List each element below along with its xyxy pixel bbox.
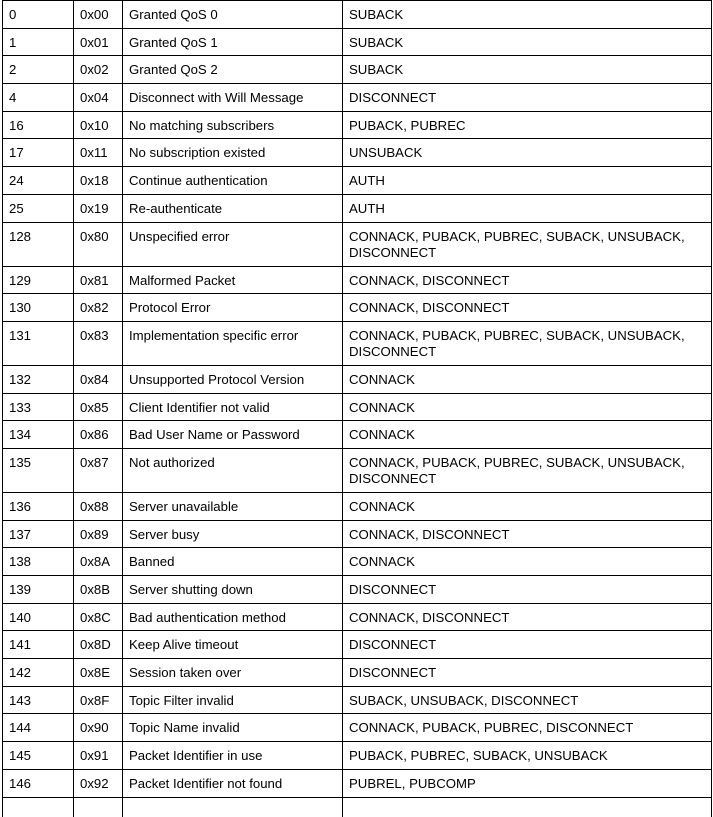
reason-name-cell: Banned bbox=[123, 548, 343, 576]
decimal-value-cell: 146 bbox=[3, 769, 74, 797]
reason-name-cell: Not authorized bbox=[123, 448, 343, 492]
packets-cell: PUBACK, PUBREC, SUBACK, UNSUBACK bbox=[343, 742, 712, 770]
decimal-value-cell: 132 bbox=[3, 365, 74, 393]
hex-value-cell: 0x04 bbox=[74, 84, 123, 112]
hex-value-cell: 0x87 bbox=[74, 448, 123, 492]
table-row bbox=[3, 294, 712, 322]
packets-cell: AUTH bbox=[343, 167, 712, 195]
packets-cell: DISCONNECT bbox=[343, 659, 712, 687]
hex-value-cell: 0x11 bbox=[74, 139, 123, 167]
packets-cell: AUTH bbox=[343, 194, 712, 222]
decimal-value-cell: 133 bbox=[3, 393, 74, 421]
decimal-value-cell: 4 bbox=[3, 84, 74, 112]
table-row bbox=[3, 714, 712, 742]
reason-name-cell: No matching subscribers bbox=[123, 111, 343, 139]
decimal-value-cell: 2 bbox=[3, 56, 74, 84]
packets-cell: CONNACK, DISCONNECT bbox=[343, 603, 712, 631]
packets-cell: CONNACK, PUBACK, PUBREC, SUBACK, UNSUBACK, DISCONNECT bbox=[343, 222, 712, 266]
table-row bbox=[3, 194, 712, 222]
decimal-value-cell: 143 bbox=[3, 686, 74, 714]
decimal-value-cell: 145 bbox=[3, 742, 74, 770]
empty-cell bbox=[343, 797, 712, 817]
hex-value-cell: 0x91 bbox=[74, 742, 123, 770]
packets-cell: CONNACK bbox=[343, 365, 712, 393]
reason-name-cell: Topic Name invalid bbox=[123, 714, 343, 742]
reason-name-cell: Server shutting down bbox=[123, 576, 343, 604]
table-row bbox=[3, 631, 712, 659]
packets-cell: SUBACK bbox=[343, 1, 712, 29]
decimal-value-cell: 128 bbox=[3, 222, 74, 266]
table-row bbox=[3, 421, 712, 449]
reason-name-cell: Bad authentication method bbox=[123, 603, 343, 631]
packets-cell: CONNACK bbox=[343, 548, 712, 576]
decimal-value-cell: 129 bbox=[3, 266, 74, 294]
table-row bbox=[3, 321, 712, 365]
packets-cell: CONNACK, PUBACK, PUBREC, DISCONNECT bbox=[343, 714, 712, 742]
table-row bbox=[3, 520, 712, 548]
hex-value-cell: 0x81 bbox=[74, 266, 123, 294]
packets-cell: SUBACK bbox=[343, 28, 712, 56]
hex-value-cell: 0x90 bbox=[74, 714, 123, 742]
packets-cell: DISCONNECT bbox=[343, 576, 712, 604]
table-row bbox=[3, 548, 712, 576]
packets-cell: UNSUBACK bbox=[343, 139, 712, 167]
hex-value-cell: 0x8D bbox=[74, 631, 123, 659]
reason-name-cell: Granted QoS 2 bbox=[123, 56, 343, 84]
reason-name-cell: Packet Identifier in use bbox=[123, 742, 343, 770]
reason-name-cell: No subscription existed bbox=[123, 139, 343, 167]
packets-cell: SUBACK, UNSUBACK, DISCONNECT bbox=[343, 686, 712, 714]
packets-cell: CONNACK, PUBACK, PUBREC, SUBACK, UNSUBACK, DISCONNECT bbox=[343, 321, 712, 365]
packets-cell: CONNACK bbox=[343, 421, 712, 449]
reason-name-cell: Implementation specific error bbox=[123, 321, 343, 365]
reason-name-cell: Client Identifier not valid bbox=[123, 393, 343, 421]
reason-name-cell: Topic Filter invalid bbox=[123, 686, 343, 714]
table-row-partial bbox=[3, 797, 712, 817]
table-row bbox=[3, 769, 712, 797]
hex-value-cell: 0x19 bbox=[74, 194, 123, 222]
reason-name-cell: Unsupported Protocol Version bbox=[123, 365, 343, 393]
table-row bbox=[3, 576, 712, 604]
hex-value-cell: 0x84 bbox=[74, 365, 123, 393]
decimal-value-cell: 1 bbox=[3, 28, 74, 56]
hex-value-cell: 0x8A bbox=[74, 548, 123, 576]
hex-value-cell: 0x8B bbox=[74, 576, 123, 604]
packets-cell: DISCONNECT bbox=[343, 84, 712, 112]
table-row bbox=[3, 111, 712, 139]
decimal-value-cell: 16 bbox=[3, 111, 74, 139]
packets-cell: PUBACK, PUBREC bbox=[343, 111, 712, 139]
table-row bbox=[3, 492, 712, 520]
reason-code-table-body bbox=[3, 1, 712, 817]
packets-cell: CONNACK, DISCONNECT bbox=[343, 294, 712, 322]
reason-name-cell: Granted QoS 1 bbox=[123, 28, 343, 56]
decimal-value-cell: 134 bbox=[3, 421, 74, 449]
table-row bbox=[3, 266, 712, 294]
hex-value-cell: 0x8E bbox=[74, 659, 123, 687]
reason-name-cell: Keep Alive timeout bbox=[123, 631, 343, 659]
table-row bbox=[3, 365, 712, 393]
decimal-value-cell: 25 bbox=[3, 194, 74, 222]
hex-value-cell: 0x82 bbox=[74, 294, 123, 322]
packets-cell: CONNACK, DISCONNECT bbox=[343, 266, 712, 294]
table-row bbox=[3, 393, 712, 421]
packets-cell: CONNACK, PUBACK, PUBREC, SUBACK, UNSUBACK, DISCONNECT bbox=[343, 448, 712, 492]
table-row bbox=[3, 56, 712, 84]
hex-value-cell: 0x8C bbox=[74, 603, 123, 631]
reason-name-cell: Re-authenticate bbox=[123, 194, 343, 222]
hex-value-cell: 0x01 bbox=[74, 28, 123, 56]
reason-name-cell: Bad User Name or Password bbox=[123, 421, 343, 449]
decimal-value-cell: 136 bbox=[3, 492, 74, 520]
empty-cell bbox=[123, 797, 343, 817]
decimal-value-cell: 135 bbox=[3, 448, 74, 492]
packets-cell: DISCONNECT bbox=[343, 631, 712, 659]
decimal-value-cell: 140 bbox=[3, 603, 74, 631]
reason-name-cell: Session taken over bbox=[123, 659, 343, 687]
table-row bbox=[3, 742, 712, 770]
decimal-value-cell: 17 bbox=[3, 139, 74, 167]
table-row bbox=[3, 139, 712, 167]
hex-value-cell: 0x18 bbox=[74, 167, 123, 195]
reason-name-cell: Continue authentication bbox=[123, 167, 343, 195]
reason-name-cell: Disconnect with Will Message bbox=[123, 84, 343, 112]
table-row bbox=[3, 222, 712, 266]
hex-value-cell: 0x92 bbox=[74, 769, 123, 797]
table-row bbox=[3, 659, 712, 687]
packets-cell: CONNACK bbox=[343, 393, 712, 421]
decimal-value-cell: 138 bbox=[3, 548, 74, 576]
packets-cell: SUBACK bbox=[343, 56, 712, 84]
hex-value-cell: 0x89 bbox=[74, 520, 123, 548]
reason-name-cell: Server busy bbox=[123, 520, 343, 548]
reason-code-table bbox=[2, 0, 712, 817]
decimal-value-cell: 24 bbox=[3, 167, 74, 195]
reason-name-cell: Server unavailable bbox=[123, 492, 343, 520]
decimal-value-cell: 144 bbox=[3, 714, 74, 742]
decimal-value-cell: 137 bbox=[3, 520, 74, 548]
table-row bbox=[3, 448, 712, 492]
decimal-value-cell: 142 bbox=[3, 659, 74, 687]
hex-value-cell: 0x8F bbox=[74, 686, 123, 714]
packets-cell: CONNACK bbox=[343, 492, 712, 520]
hex-value-cell: 0x80 bbox=[74, 222, 123, 266]
packets-cell: CONNACK, DISCONNECT bbox=[343, 520, 712, 548]
hex-value-cell: 0x83 bbox=[74, 321, 123, 365]
table-row bbox=[3, 167, 712, 195]
table-row bbox=[3, 1, 712, 29]
decimal-value-cell: 141 bbox=[3, 631, 74, 659]
hex-value-cell: 0x86 bbox=[74, 421, 123, 449]
hex-value-cell: 0x85 bbox=[74, 393, 123, 421]
hex-value-cell: 0x10 bbox=[74, 111, 123, 139]
reason-name-cell: Malformed Packet bbox=[123, 266, 343, 294]
table-row bbox=[3, 686, 712, 714]
empty-cell bbox=[3, 797, 74, 817]
reason-name-cell: Packet Identifier not found bbox=[123, 769, 343, 797]
reason-name-cell: Protocol Error bbox=[123, 294, 343, 322]
hex-value-cell: 0x00 bbox=[74, 1, 123, 29]
hex-value-cell: 0x02 bbox=[74, 56, 123, 84]
table-row bbox=[3, 603, 712, 631]
reason-name-cell: Granted QoS 0 bbox=[123, 1, 343, 29]
decimal-value-cell: 0 bbox=[3, 1, 74, 29]
empty-cell bbox=[74, 797, 123, 817]
hex-value-cell: 0x88 bbox=[74, 492, 123, 520]
decimal-value-cell: 139 bbox=[3, 576, 74, 604]
decimal-value-cell: 131 bbox=[3, 321, 74, 365]
table-row bbox=[3, 84, 712, 112]
decimal-value-cell: 130 bbox=[3, 294, 74, 322]
packets-cell: PUBREL, PUBCOMP bbox=[343, 769, 712, 797]
reason-name-cell: Unspecified error bbox=[123, 222, 343, 266]
table-row bbox=[3, 28, 712, 56]
